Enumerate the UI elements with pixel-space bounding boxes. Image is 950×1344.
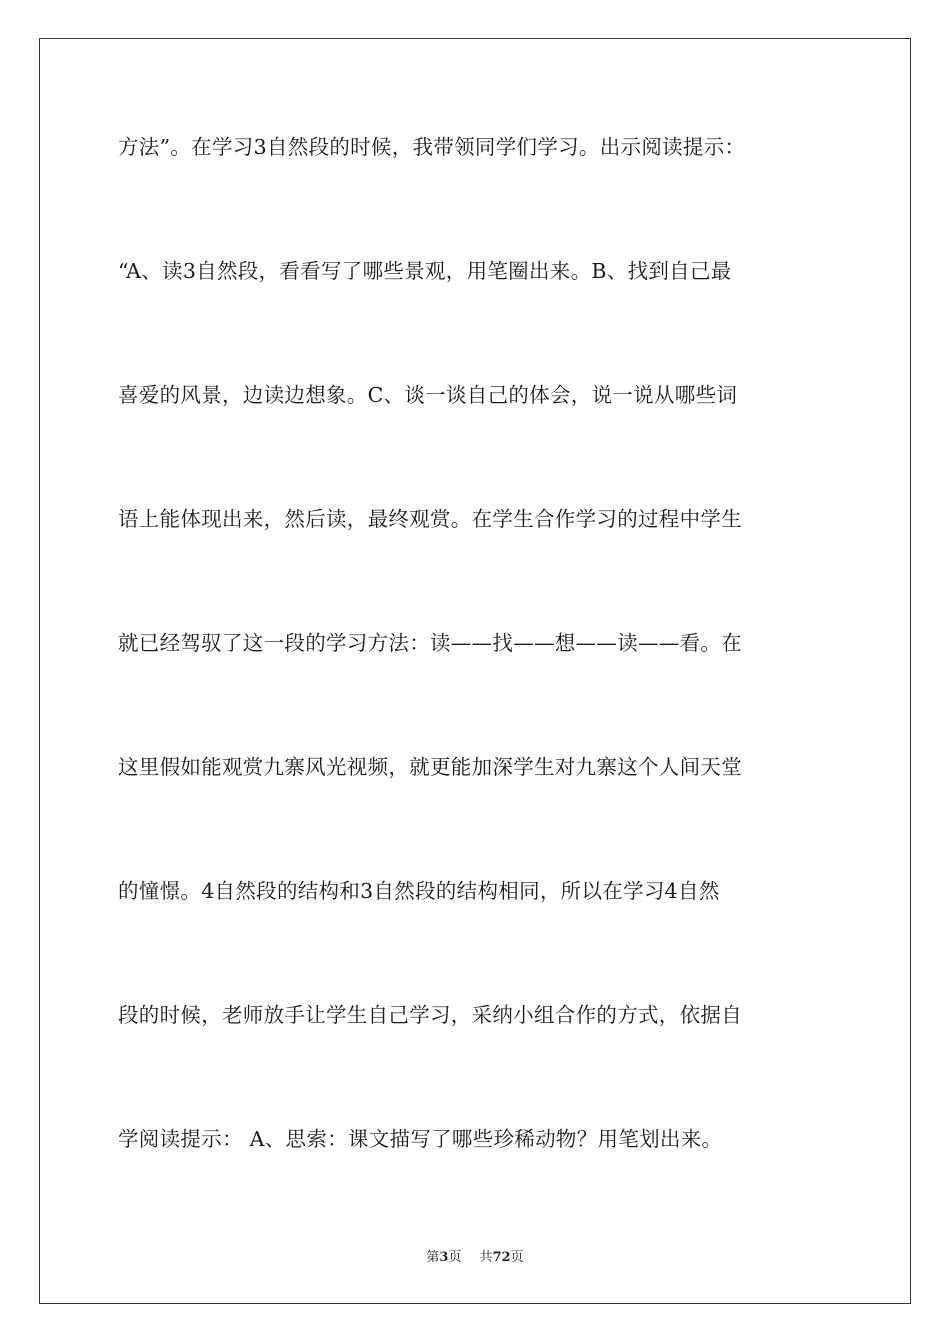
- text-line-3: 喜爱的风景，边读边想象。C、谈一谈自己的体会，说一说从哪些词: [118, 383, 738, 407]
- text-line-6: 这里假如能观赏九寨风光视频，就更能加深学生对九寨这个人间天堂: [118, 755, 742, 779]
- total-pages: 72: [492, 1250, 511, 1265]
- page-number: 3: [439, 1250, 449, 1265]
- text-line-5: 就已经驾驭了这一段的学习方法：读——找——想——读——看。在: [118, 631, 742, 655]
- text-line-7: 的憧憬。4自然段的结构和3自然段的结构相同，所以在学习4自然: [118, 879, 720, 903]
- text-line-1: 方法”。在学习3自然段的时候，我带领同学们学习。出示阅读提示：: [118, 135, 746, 159]
- document-body: [118, 112, 834, 1228]
- total-suffix: 页: [510, 1250, 524, 1265]
- page-suffix: 页: [448, 1250, 462, 1265]
- text-line-8: 段的时候，老师放手让学生自己学习，采纳小组合作的方式，依据自: [118, 1003, 742, 1027]
- page-footer: [0, 1246, 950, 1265]
- page-prefix: 第: [426, 1250, 440, 1265]
- total-prefix: 共: [479, 1250, 493, 1265]
- text-line-4: 语上能体现出来，然后读，最终观赏。在学生合作学习的过程中学生: [118, 507, 742, 531]
- text-line-9: 学阅读提示： A、思索：课文描写了哪些珍稀动物？用笔划出来。: [118, 1127, 723, 1151]
- text-line-2: “A、读3自然段，看看写了哪些景观，用笔圈出来。B、找到自己最: [118, 259, 732, 283]
